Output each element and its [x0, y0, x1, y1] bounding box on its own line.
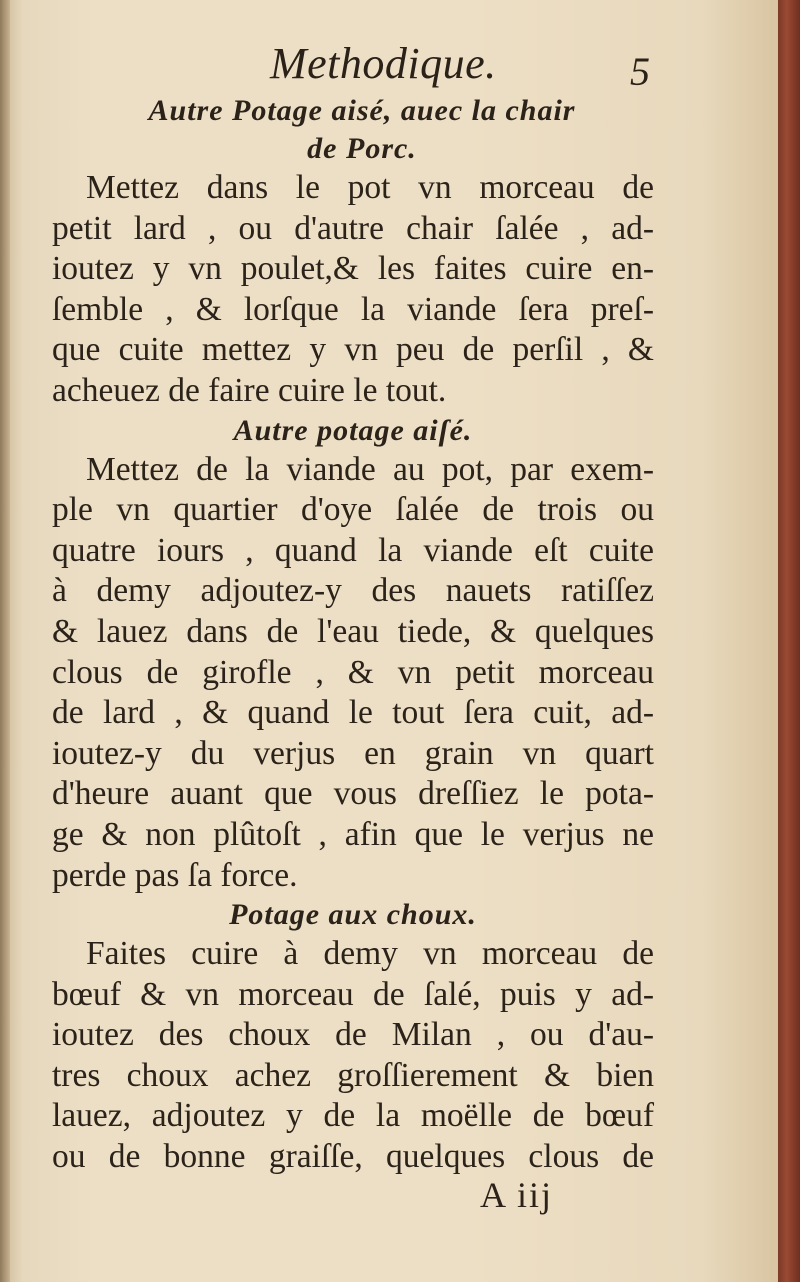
text-line: bœuf & vn morceau de ſalé, puis y ad- — [52, 975, 654, 1013]
text-line: & lauez dans de l'eau tiede, & quelques — [52, 612, 654, 650]
text-line: ioutez-y du verjus en grain vn quart — [52, 734, 654, 772]
signature-mark: A iij — [480, 1175, 554, 1215]
text-line: Mettez dans le pot vn morceau de — [86, 169, 654, 206]
page-text — [52, 92, 654, 1178]
page-number: 5 — [630, 49, 650, 94]
running-head: Methodique. — [270, 39, 497, 88]
recipe-title — [70, 92, 654, 168]
book-edge — [778, 0, 800, 1282]
text-line: ſemble , & lorſque la viande ſera preſ- — [52, 290, 654, 328]
recipe-title-line: de Porc. — [307, 132, 417, 165]
text-line: ioutez y vn poulet,& les faites cuire en- — [52, 250, 654, 288]
text-line: ple vn quartier d'oye ſalée de trois ou — [52, 491, 654, 529]
recipe-title-line: Autre Potage aisé, auec la chair — [148, 94, 576, 127]
text-line: acheuez de faire cuire le tout. — [52, 371, 447, 409]
text-line: ou de bonne graiſſe, quelques clous de — [52, 1138, 654, 1176]
recipe-body — [52, 934, 654, 1178]
recipe-title — [52, 896, 654, 934]
text-line: Faites cuire à demy vn morceau de — [86, 935, 654, 973]
text-line: tres choux achez groſſierement & bien — [52, 1056, 654, 1094]
text-line: d'heure auant que vous dreſſiez le pota- — [52, 775, 654, 813]
recipe-body — [52, 450, 654, 897]
text-line: lauez, adjoutez y de la moëlle de bœuf — [52, 1097, 654, 1135]
text-line: quatre iours , quand la viande eſt cuite — [52, 531, 654, 569]
page-header — [0, 38, 778, 98]
recipe-title — [52, 412, 654, 450]
text-line: perde pas ſa force. — [52, 856, 298, 894]
text-line: clous de girofle , & vn petit morceau — [52, 653, 654, 691]
recipe-title-line: Potage aux choux. — [229, 898, 477, 932]
text-line: ge & non plûtoſt , afin que le verjus ne — [52, 815, 654, 853]
text-line: que cuite mettez y vn peu de perſil , & — [52, 331, 654, 369]
text-line: à demy adjoutez-y des nauets ratiſſez — [52, 572, 654, 610]
recipe-body — [52, 168, 654, 412]
text-line: ioutez des choux de Milan , ou d'au- — [52, 1016, 654, 1054]
recipe-title-line: Autre potage aiſé. — [233, 413, 473, 447]
text-line: de lard , & quand le tout ſera cuit, ad- — [52, 694, 654, 732]
text-line: petit lard , ou d'autre chair ſalée , ad- — [52, 209, 654, 247]
text-line: Mettez de la viande au pot, par exem- — [86, 450, 654, 488]
